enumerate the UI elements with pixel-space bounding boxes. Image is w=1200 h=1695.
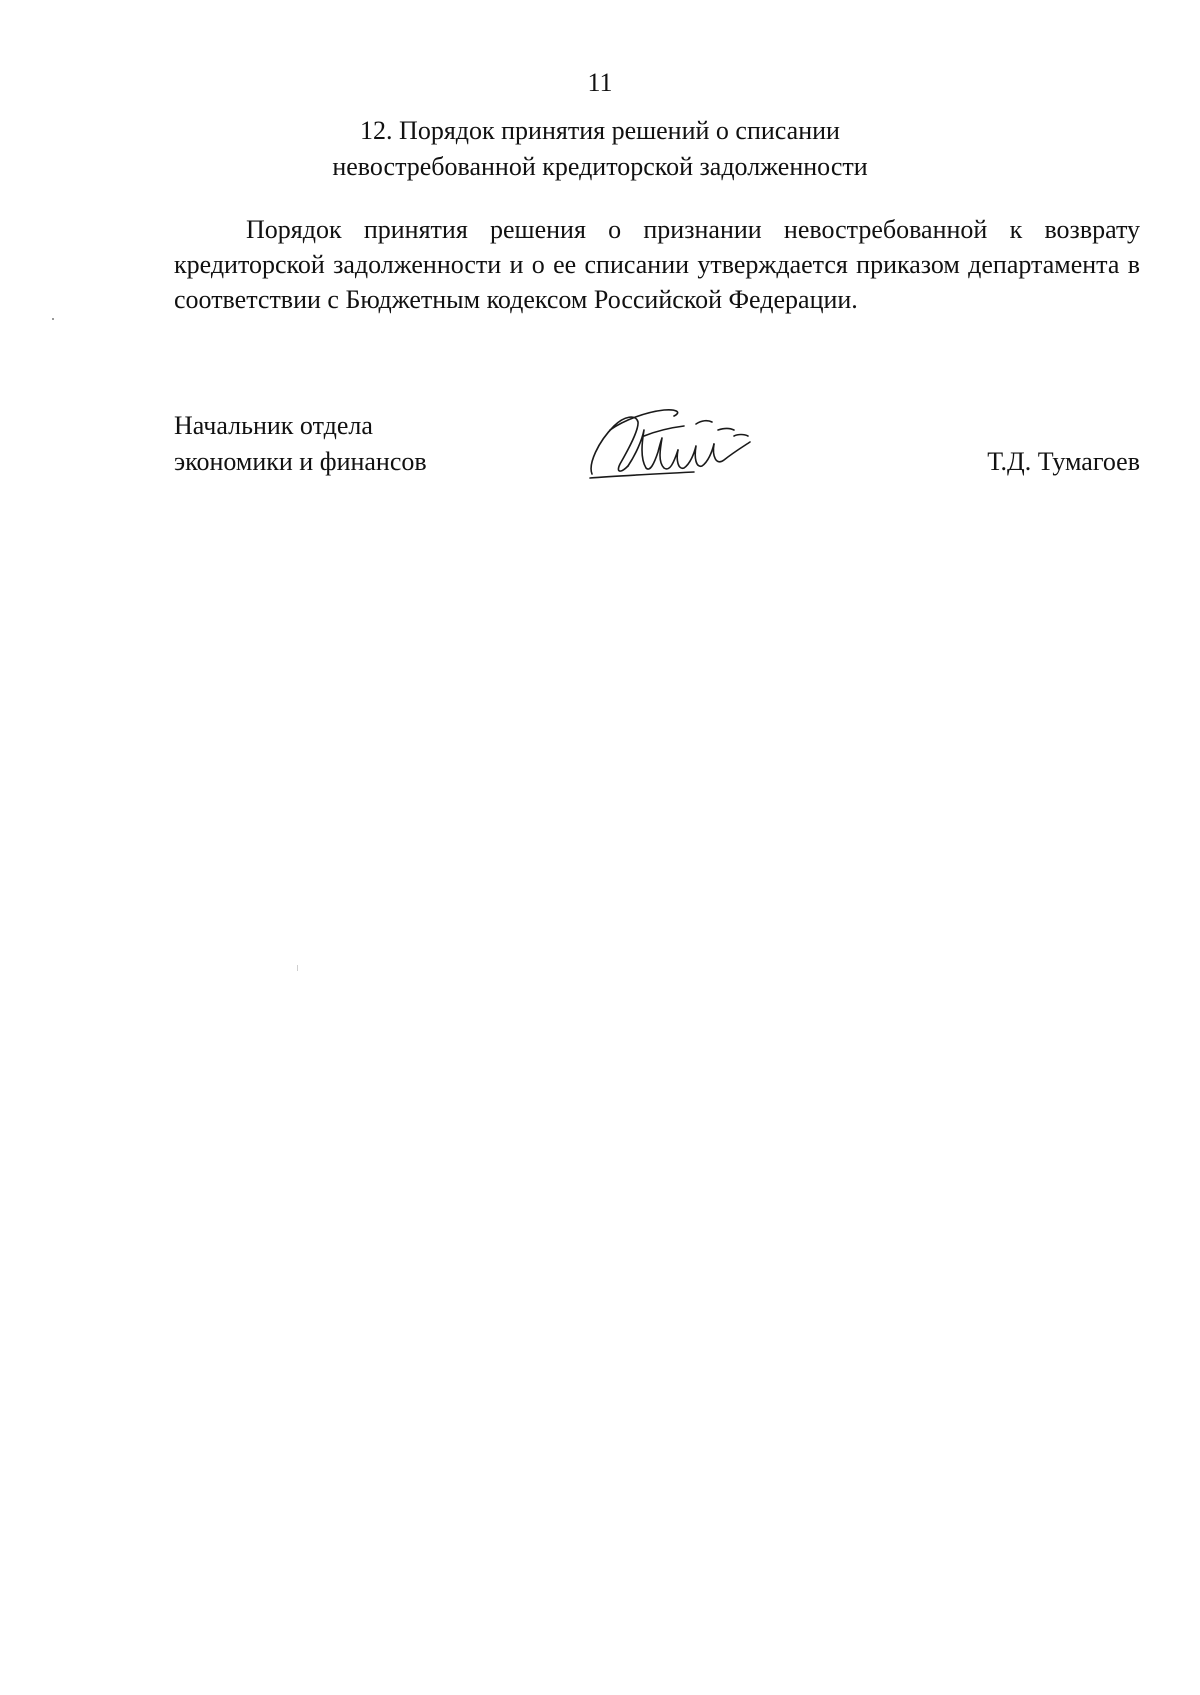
scan-speck	[52, 318, 54, 320]
signer-name: Т.Д. Тумагоев	[987, 447, 1140, 476]
scan-speck	[297, 965, 298, 971]
body-paragraph: Порядок принятия решения о признании невостребованной к возврату кредиторской задолженности и о ее списании утверждается приказом департамента в соответствии с Бюджетным кодексом Российской Федерации.	[174, 215, 1140, 314]
signer-position-line-2: экономики и финансов	[174, 447, 427, 476]
signature-block	[174, 408, 1140, 498]
page-number: 11	[587, 68, 613, 97]
section-heading-line-1: 12. Порядок принятия решений о списании	[360, 116, 840, 145]
signer-position	[174, 408, 427, 480]
section-heading-line-2: невостребованной кредиторской задолженности	[332, 152, 868, 181]
signer-position-line-1: Начальник отдела	[174, 411, 373, 440]
section-heading	[300, 113, 900, 185]
handwritten-signature	[584, 402, 754, 484]
